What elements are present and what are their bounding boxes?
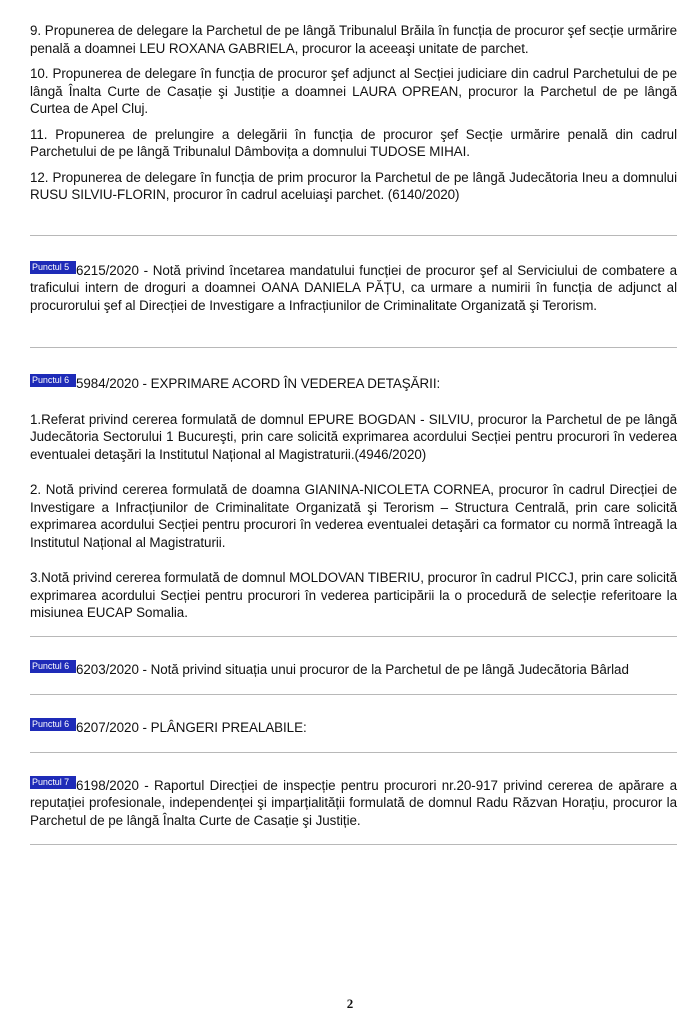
page-number: 2 (346, 996, 354, 1011)
point-tag: Punctul 6 (30, 718, 76, 731)
document-page (30, 8, 677, 845)
point-6-item-3: 3.Notă privind cererea formulată de domnul MOLDOVAN TIBERIU, procuror în cadrul PICCJ, prin care solicită exprimarea acordului Secției pentru procurori în vederea participării la o procedură de selecție referitoare la misiunea EUCAP Somalia. (30, 570, 677, 620)
point-9-paragraph (30, 776, 677, 830)
point-6-heading (30, 374, 677, 393)
separator-line (30, 347, 677, 348)
point-7-paragraph (30, 660, 677, 679)
point-tag: Punctul 6 (30, 374, 76, 387)
point-6-item-1: 1.Referat privind cererea formulată de domnul EPURE BOGDAN - SILVIU, procuror la Parchetul de pe lângă Judecătoria Sectorului 1 Bucureşti, prin care solicită exprimarea acordului Secției pentru procurori în vederea eventualei detaşări la Institutul Național al Magistraturii.(4946/2020) (30, 411, 677, 462)
point-8-text: 6207/2020 - PLÂNGERI PREALABILE: (76, 720, 307, 735)
agenda-item-11: 11. Propunerea de prelungire a delegării în funcția de procuror şef Secție urmărire penală din cadrul Parchetului de pe lângă Tribunalul Dâmbovița a domnului TUDOSE MIHAI. (30, 126, 677, 159)
point-tag: Punctul 5 (30, 261, 76, 274)
separator-line (30, 235, 677, 236)
agenda-item-12: 12. Propunerea de delegare în funcția de prim procuror la Parchetul de pe lângă Judecătoria Ineu a domnului RUSU SILVIU-FLORIN, procuror în cadrul aceluiaşi parchet. (6140/2020) (30, 169, 677, 202)
separator-line (30, 694, 677, 695)
separator-line (30, 752, 677, 753)
point-5-paragraph (30, 261, 677, 315)
point-7-text: 6203/2020 - Notă privind situația unui procuror de la Parchetul de pe lângă Judecătoria Bârlad (76, 661, 629, 677)
separator-line (30, 636, 677, 637)
point-6-item-2: 2. Notă privind cererea formulată de doamna GIANINA-NICOLETA CORNEA, procuror în cadrul Direcției de Investigare a Infracțiunilor de Criminalitate Organizată şi Terorism – Structura Centrală, prin care solicită exprimarea acordului Secției pentru procurori în vederea eventualei detaşări ca formator cu normă întreagă la Institutul Național al Magistraturii. (30, 482, 677, 550)
separator-line (30, 844, 677, 845)
point-tag: Punctul 6 (30, 660, 76, 673)
point-8-heading (30, 718, 677, 737)
agenda-item-9: 9. Propunerea de delegare la Parchetul de pe lângă Tribunalul Brăila în funcția de procuror şef secție urmărire penală a doamnei LEU ROXANA GABRIELA, procuror la aceeaşi unitate de parchet. (30, 23, 677, 56)
point-tag: Punctul 7 (30, 776, 76, 789)
agenda-item-10: 10. Propunerea de delegare în funcția de procuror şef adjunct al Secției judiciare din cadrul Parchetului de pe lângă Înalta Curte de Casație şi Justiție a doamnei LAURA OPREAN, procuror la Parchetul de pe lângă Curtea de Apel Cluj. (30, 66, 677, 116)
point-6-text: 5984/2020 - EXPRIMARE ACORD ÎN VEDEREA DETAŞĂRII: (76, 376, 441, 391)
point-9-text: 6198/2020 - Raportul Direcției de inspecție pentru procurori nr.20-917 privind cererea de apărare a reputației profesionale, independenței şi imparțialității formulată de domnul Radu Răzvan Horațiu, procuror la Parchetul de pe lângă Înalta Curte de Casație şi Justiție. (30, 777, 677, 828)
point-5-text: 6215/2020 - Notă privind încetarea mandatului funcției de procuror şef al Serviciului de combatere a traficului intern de droguri a doamnei OANA DANIELA PĂȚU, ca urmare a numirii în funcția de adjunct al procurorului şef al Direcției de Investigare a Infracțiunilor de Criminalitate Organizată şi Terorism. (30, 262, 677, 313)
